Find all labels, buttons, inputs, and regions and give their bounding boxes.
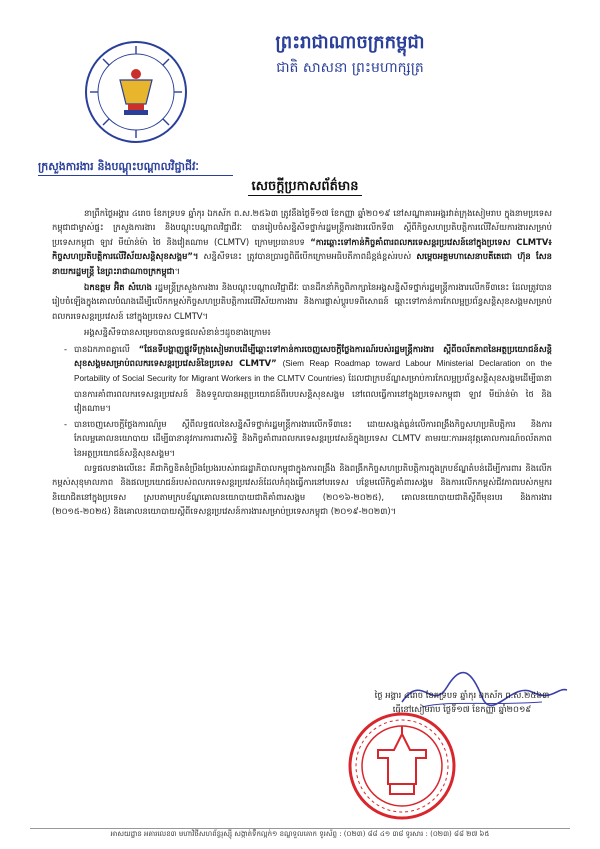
results-list [52, 342, 552, 460]
list-item: - បានចេញសេចក្តីថ្លែងការណ៍រួម ស្តីពីលទ្ធផលនៃសន្និសីទថ្នាក់រដ្ឋមន្ត្រីការងារលើកទី៣នេះ ដោយសង្កត់ធ្ងន់លើការពង្រឹងកិច្ចសហប្រតិបត្តិការ និងការកែលម្អគោលនយោបាយ ដើម្បីធានានូវការការពារសិទ្ធិ និងកិច្ចគាំពារពលករទេសន្តរប្រវេសន៍ក្នុងប្រទេស CLMTV តាមរយៈការអនុវត្តគោលការណ៍ចល័តភាពនៃអត្ថប្រយោជន៍សន្តិសុខសង្គម។ [74, 417, 552, 460]
press-release-body [52, 206, 552, 521]
page-title: សេចក្តីប្រកាសព័ត៌មាន [251, 179, 359, 194]
ministry-name: ក្រសួងការងារ និងបណ្តុះបណ្តាលវិជ្ជាជីវៈ [38, 160, 199, 173]
kingdom-heading: ព្រះរាជាណាចក្រកម្ពុជា [275, 32, 425, 53]
ministry-emblem-icon [84, 40, 188, 144]
solar-date: ធ្វើនៅសៀមរាប ថ្ងៃទី១៧ ខែកញ្ញា ឆ្នាំ២០១៩ [392, 704, 532, 714]
footer-address: អាសយដ្ឋាន អគារលេខ៣ មហាវិថីសហព័ន្ធរុស្ស៊ី សង្កាត់ទឹកល្អក់១ ខណ្ឌទួលគោក ទូរស័ព្ទ : (០២៣) ៨៨ ៤១ ៣៨ ទូរសារ : (០២៣) ៨៨ ២៧ ៦៥ [110, 830, 490, 838]
ministry-underline [38, 175, 233, 176]
paragraph-conclusion: លទ្ធផលខាងលើនេះ គឺជាកិច្ចខិតខំប្រឹងប្រែងរបស់រាជរដ្ឋាភិបាលកម្ពុជាក្នុងការពង្រឹង និងពង្រីកកិច្ចសហប្រតិបត្តិការក្នុងក្របខ័ណ្ឌតំបន់ដើម្បីការពារ និងលើកកម្ពស់សុខុមាលភាព និងផលប្រយោជន៍របស់ពលករទេសន្តរប្រវេសន៍ដែលកំពុងធ្វើការនៅបរទេស បន្ថែមលើកិច្ចគាំពារសង្គម និងការលើកកម្ពស់ជីវភាពរបស់កម្មករនិយោជិតនៅក្នុងប្រទេស ស្របតាមក្របខ័ណ្ឌគោលនយោបាយជាតិគាំពារសង្គម (២០១៦-២០២៥), គោលនយោបាយជាតិស្តីពីមុខរបរ និងការងារ (២០១៥-២០២៥) និងគោលនយោបាយស្តីពីទេសន្តរប្រវេសន៍ការងារសម្រាប់ប្រទេសកម្ពុជា (២០១៩-២០២៣)។ [52, 462, 552, 517]
paragraph-minister: ឯកឧត្តម អ៊ិត សំហេង រដ្ឋមន្ត្រីក្រសួងការងារ និងបណ្តុះបណ្តាលវិជ្ជាជីវៈ បានដឹកនាំកិច្ចពិភាក្សានៃអង្គសន្និសីទថ្នាក់រដ្ឋមន្ត្រីការងារលើកទី៣នេះ ដែលត្រូវបានរៀបចំឡើងក្នុងគោលបំណងដើម្បីលើកកម្ពស់កិច្ចសហប្រតិបត្តិការលើវិស័យការងារ និងការផ្លាស់ប្តូរបទពិសោធន៍ ឆ្ពោះទៅកាន់ការកែលម្អប្រព័ន្ធសន្តិសុខសង្គមសម្រាប់ពលករទេសន្តរប្រវេសន៍ នៅក្នុងប្រទេស CLMTV។ [52, 282, 553, 321]
list-item: - បានឯកភាពគ្នាលើ “ផែនទីបង្ហាញផ្លូវទីក្រុងសៀមរាបដើម្បីឆ្ពោះទៅកាន់ការចេញសេចក្តីថ្លែងការណ៍របស់រដ្ឋមន្ត្រីការងារ ស្តីពីចល័តភាពនៃអត្ថប្រយោជន៍សន្តិសុខសង្គមសម្រាប់ពលករទេសន្តរប្រវេសន៍នៃប្រទេស CLMTV” (Siem Reap Roadmap toward Labour Ministerial Declaration on the Portability of Social Security for Migrant Workers in the CLMTV Countries) ដែលជាក្របខ័ណ្ឌសម្រាប់ការកែលម្អប្រព័ន្ធសន្តិសុខសង្គមដើម្បីធានាបានការគាំពារពលករទេសន្តរប្រវេសន៍ និងទទួលបានអត្ថប្រយោជន៍ពីរបបសន្តិសុខសង្គម នៅពេលធ្វើការនៅក្នុងប្រទេសកម្ពុជា ឡាវ មីយ៉ាន់ម៉ា ថៃ និង វៀតណាម។ [74, 342, 552, 416]
paragraph-results-intro: អង្គសន្និសីទបានសម្រេចបានលទ្ធផលសំខាន់ៗដូចខាងក្រោម៖ [84, 327, 271, 338]
national-motto: ជាតិ សាសនា ព្រះមហាក្សត្រ [276, 60, 424, 76]
title-underline [248, 195, 362, 196]
lunar-date: ថ្ងៃ អង្គារ ៤រោច ខែភទ្របទ ឆ្នាំកុរ ឯកស័ក ព.ស.២៥៦៣ [374, 690, 550, 700]
footer-divider [30, 828, 570, 829]
paragraph-intro: នាព្រឹកថ្ងៃអង្គារ ៤រោច ខែភទ្របទ ឆ្នាំកុរ ឯកស័ក ព.ស.២៥៦៣ ត្រូវនឹងថ្ងៃទី១៧ ខែកញ្ញា ឆ្នាំ២០១៩ នៅសណ្ឋាគារអង្គរវាត់ក្រុងសៀមរាប ក្នុងនាមប្រទេសកម្ពុជាជាម្ចាស់ផ្ទះ ក្រសួងការងារ និងបណ្តុះបណ្តាលវិជ្ជាជីវៈ បានរៀបចំសន្និសីទថ្នាក់រដ្ឋមន្ត្រីការងារលើកទី៣ ស្តីពីកិច្ចសហប្រតិបត្តិការលើវិស័យការងារសម្រាប់ប្រទេសកម្ពុជា ឡាវ មីយ៉ាន់ម៉ា ថៃ និងវៀតណាម (CLMTV) ក្រោមប្រធានបទ “ការឆ្ពោះទៅកាន់កិច្ចគាំពារពលករទេសន្តរប្រវេសន៍នៅក្នុងប្រទេស CLMTV៖ កិច្ចសហប្រតិបត្តិការលើវិស័យសន្តិសុខសង្គម”។ សន្និសីទនេះ ត្រូវបានប្រារព្ធពិធីបើកក្រោមអធិបតីភាពដ៏ខ្ពង់ខ្ពស់របស់ សម្តេចអគ្គមហាសេនាបតីតេជោ ហ៊ុន សែន នាយករដ្ឋមន្ត្រី នៃព្រះរាជាណាចក្រកម្ពុជា។ [52, 208, 552, 276]
official-seal-icon [346, 710, 458, 822]
